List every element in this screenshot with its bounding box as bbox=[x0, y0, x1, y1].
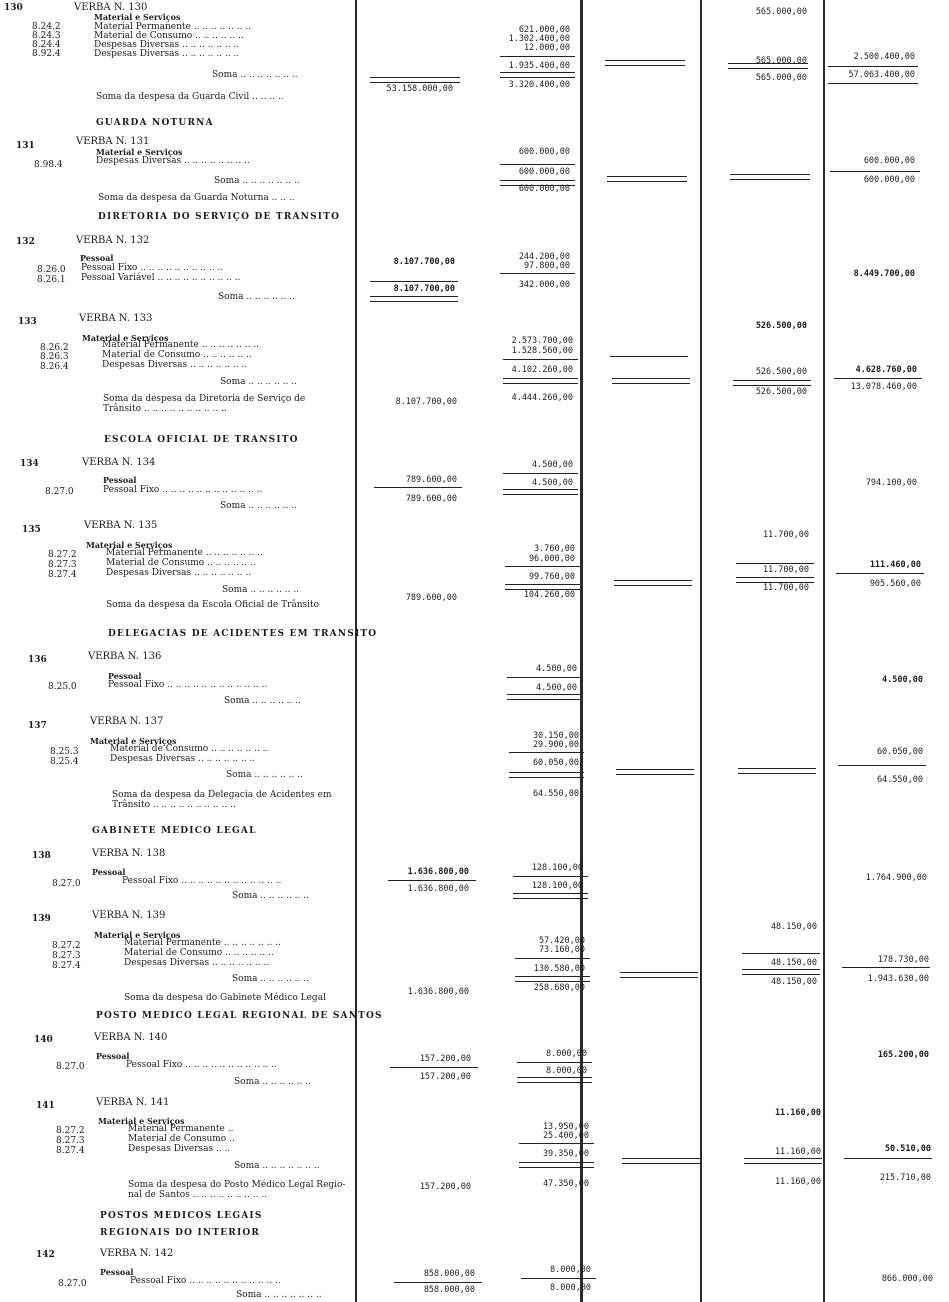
double-rule bbox=[515, 976, 590, 982]
double-rule bbox=[612, 378, 690, 384]
amount: 39.350,00 bbox=[542, 1149, 589, 1159]
item-code: 8.26.1 bbox=[37, 275, 66, 285]
item-label: Material de Consumo .. .. .. .. .. .. bbox=[124, 948, 274, 958]
amount: 1.302.400,00 bbox=[508, 34, 570, 44]
amount: 526.500,00 bbox=[755, 367, 807, 377]
verba-heading: VERBA N. 138 bbox=[92, 848, 166, 859]
amount: 4.500,00 bbox=[532, 460, 573, 470]
amount: 48.150,00 bbox=[770, 922, 817, 932]
soma-label: Soma .. .. .. .. .. .. bbox=[232, 891, 309, 901]
double-rule bbox=[620, 972, 698, 978]
double-rule bbox=[744, 1158, 822, 1164]
item-code: 8.26.4 bbox=[40, 362, 69, 372]
item-label: Despesas Diversas .. .. .. .. .. .. .. bbox=[102, 360, 248, 370]
amount: 60.050,00 bbox=[532, 758, 579, 768]
item-label: Pessoal Fixo .. .. .. .. .. .. .. .. .. .. .. .. bbox=[108, 680, 268, 690]
item-label: Despesas Diversas .. .. .. .. .. .. .. bbox=[94, 40, 240, 50]
soma-label: Soma .. .. .. .. .. .. bbox=[220, 377, 297, 387]
group-label: Material e Serviços bbox=[96, 147, 183, 157]
verba-number: 130 bbox=[4, 3, 23, 13]
amount: 600.000,00 bbox=[518, 147, 570, 157]
verba-number: 142 bbox=[36, 1250, 55, 1260]
group-label: Pessoal bbox=[100, 1267, 134, 1277]
verba-heading: VERBA N. 131 bbox=[76, 136, 150, 147]
verba-heading: VERBA N. 130 bbox=[74, 2, 148, 13]
item-code: 8.27.3 bbox=[52, 951, 81, 961]
section-title: POSTOS MEDICOS LEGAIS bbox=[100, 1211, 263, 1221]
rule bbox=[828, 66, 918, 67]
verba-heading: VERBA N. 133 bbox=[79, 313, 153, 324]
total-label: Soma da despesa da Guarda Civil .. .. .. .. bbox=[96, 92, 284, 102]
rule bbox=[836, 573, 924, 574]
soma-label: Soma .. .. .. .. .. .. .. bbox=[234, 1161, 320, 1171]
total-label: nal de Santos .. .. .. .. .. .. .. .. .. bbox=[128, 1190, 268, 1200]
amount: 11.160,00 bbox=[774, 1147, 821, 1157]
rule bbox=[844, 1158, 932, 1159]
column-rule bbox=[823, 0, 825, 1302]
amount: 11.700,00 bbox=[762, 583, 809, 593]
section-title: ESCOLA OFICIAL DE TRANSITO bbox=[104, 435, 299, 445]
amount: 2.573.700,00 bbox=[511, 336, 573, 346]
amount: 48.150,00 bbox=[770, 958, 817, 968]
amount: 25.400,00 bbox=[542, 1131, 589, 1141]
amount: 258.680,00 bbox=[533, 983, 585, 993]
double-rule bbox=[513, 893, 588, 899]
item-label: Despesas Diversas .. .. .. .. .. .. .. bbox=[124, 958, 270, 968]
amount: 11.160,00 bbox=[774, 1177, 821, 1187]
section-title: POSTO MEDICO LEGAL REGIONAL DE SANTOS bbox=[96, 1011, 383, 1021]
amount: 50.510,00 bbox=[884, 1144, 931, 1154]
double-rule bbox=[509, 772, 584, 778]
rule bbox=[842, 967, 930, 968]
amount: 789.600,00 bbox=[405, 475, 457, 485]
amount: 600.000,00 bbox=[863, 175, 915, 185]
amount: 11.700,00 bbox=[762, 565, 809, 575]
rule bbox=[390, 1067, 478, 1068]
double-rule bbox=[517, 1077, 592, 1083]
item-code: 8.27.2 bbox=[56, 1126, 85, 1136]
rule bbox=[610, 356, 688, 357]
verba-heading: VERBA N. 134 bbox=[82, 457, 156, 468]
double-rule bbox=[728, 63, 808, 69]
amount: 244.200,00 bbox=[518, 252, 570, 262]
verba-number: 137 bbox=[28, 721, 47, 731]
amount: 4.628.760,00 bbox=[855, 365, 917, 375]
rule bbox=[519, 1143, 594, 1144]
section-title: REGIONAIS DO INTERIOR bbox=[100, 1228, 261, 1238]
amount: 29.900,00 bbox=[532, 740, 579, 750]
item-code: 8.98.4 bbox=[34, 160, 63, 170]
item-code: 8.24.3 bbox=[32, 31, 61, 41]
verba-number: 134 bbox=[20, 459, 39, 469]
group-label: Pessoal bbox=[108, 671, 142, 681]
rule bbox=[509, 752, 584, 753]
verba-heading: VERBA N. 140 bbox=[94, 1032, 168, 1043]
amount: 621.000,00 bbox=[518, 25, 570, 35]
amount: 8.000,00 bbox=[546, 1049, 587, 1059]
total-label: Soma da despesa da Guarda Noturna .. .. .. bbox=[98, 193, 295, 203]
item-code: 8.24.2 bbox=[32, 22, 61, 32]
section-title: DELEGACIAS DE ACIDENTES EM TRANSITO bbox=[108, 629, 378, 639]
amount: 1.764.900,00 bbox=[865, 873, 927, 883]
rule bbox=[505, 566, 580, 567]
amount: 215.710,00 bbox=[879, 1173, 931, 1183]
amount: 64.550,00 bbox=[532, 789, 579, 799]
group-label: Material e Serviços bbox=[90, 736, 177, 746]
item-label: Despesas Diversas .. .. .. .. .. .. .. bbox=[110, 754, 256, 764]
rule bbox=[830, 171, 920, 172]
rule bbox=[394, 1282, 482, 1283]
item-code: 8.27.2 bbox=[52, 941, 81, 951]
amount: 8.000,00 bbox=[550, 1283, 591, 1293]
item-code: 8.27.3 bbox=[48, 560, 77, 570]
amount: 789.600,00 bbox=[405, 593, 457, 603]
amount: 2.500.400,00 bbox=[853, 52, 915, 62]
section-title: DIRETORIA DO SERVIÇO DE TRANSITO bbox=[98, 212, 341, 222]
amount: 4.102.260,00 bbox=[511, 365, 573, 375]
amount: 11.700,00 bbox=[762, 530, 809, 540]
amount: 858.000,00 bbox=[423, 1285, 475, 1295]
amount: 157.200,00 bbox=[419, 1054, 471, 1064]
amount: 47.350,00 bbox=[542, 1179, 589, 1189]
amount: 8.107.700,00 bbox=[393, 284, 455, 294]
amount: 8.107.700,00 bbox=[393, 257, 455, 267]
rule bbox=[500, 56, 575, 57]
item-label: Material Permanente .. .. .. .. .. .. .. bbox=[102, 340, 259, 350]
verba-number: 139 bbox=[32, 914, 51, 924]
rule bbox=[521, 1278, 596, 1279]
rule bbox=[507, 677, 582, 678]
double-rule bbox=[614, 580, 692, 586]
item-code: 8.27.3 bbox=[56, 1136, 85, 1146]
rule bbox=[517, 1062, 592, 1063]
amount: 600.000,00 bbox=[518, 167, 570, 177]
item-code: 8.26.3 bbox=[40, 352, 69, 362]
item-label: Material de Consumo .. .. .. .. .. .. .. bbox=[110, 744, 269, 754]
verba-number: 140 bbox=[34, 1035, 53, 1045]
item-label: Material de Consumo .. .. .. .. .. .. bbox=[106, 558, 256, 568]
group-label: Pessoal bbox=[92, 867, 126, 877]
total-label: Soma da despesa da Delegacia de Acidentes em bbox=[112, 790, 332, 800]
double-rule bbox=[607, 176, 687, 182]
amount: 97.800,00 bbox=[523, 261, 570, 271]
rule bbox=[838, 765, 926, 766]
rule bbox=[513, 876, 588, 877]
group-label: Material e Serviços bbox=[86, 540, 173, 550]
amount: 57.420,00 bbox=[538, 936, 585, 946]
rule bbox=[828, 83, 918, 84]
section-title: GUARDA NOTURNA bbox=[96, 118, 214, 128]
double-rule bbox=[500, 72, 575, 78]
double-rule bbox=[507, 694, 582, 700]
group-label: Material e Serviços bbox=[82, 333, 169, 343]
amount: 53.158.000,00 bbox=[386, 84, 453, 94]
amount: 4.500,00 bbox=[536, 664, 577, 674]
rule bbox=[503, 359, 578, 360]
amount: 104.260,00 bbox=[523, 590, 575, 600]
amount: 57.063.400,00 bbox=[848, 70, 915, 80]
amount: 600.000,00 bbox=[863, 156, 915, 166]
item-label: Despesas Diversas .. .. .. .. .. .. .. bbox=[94, 49, 240, 59]
item-code: 8.24.4 bbox=[32, 40, 61, 50]
total-label: Soma da despesa da Escola Oficial de Trânsito bbox=[106, 600, 320, 610]
item-label: Pessoal Fixo .. .. .. .. .. .. .. .. .. .. .. bbox=[130, 1276, 281, 1286]
group-label: Material e Serviços bbox=[94, 12, 181, 22]
item-code: 8.25.0 bbox=[48, 682, 77, 692]
item-code: 8.27.4 bbox=[48, 570, 77, 580]
amount: 600.000,00 bbox=[518, 184, 570, 194]
amount: 165.200,00 bbox=[877, 1050, 929, 1060]
rule bbox=[834, 378, 922, 379]
amount: 12.000,00 bbox=[523, 43, 570, 53]
rule bbox=[515, 958, 590, 959]
amount: 96.000,00 bbox=[528, 554, 575, 564]
amount: 11.160,00 bbox=[774, 1108, 821, 1118]
verba-number: 131 bbox=[16, 141, 35, 151]
double-rule bbox=[519, 1162, 594, 1168]
item-code: 8.27.4 bbox=[52, 961, 81, 971]
total-label: Trânsito .. .. .. .. .. .. .. .. .. .. bbox=[112, 800, 236, 810]
item-label: Material de Consumo .. .. .. .. .. .. bbox=[94, 31, 244, 41]
amount: 8.449.700,00 bbox=[853, 269, 915, 279]
amount: 1.943.630,00 bbox=[867, 974, 929, 984]
amount: 13.950,00 bbox=[542, 1122, 589, 1132]
item-label: Pessoal Variável .. .. .. .. .. .. .. .. .. .. bbox=[81, 273, 241, 283]
verba-number: 141 bbox=[36, 1101, 55, 1111]
item-code: 8.27.4 bbox=[56, 1146, 85, 1156]
verba-number: 136 bbox=[28, 655, 47, 665]
amount: 342.000,00 bbox=[518, 280, 570, 290]
total-label: Soma da despesa da Diretoria de Serviço de bbox=[103, 394, 306, 404]
amount: 526.500,00 bbox=[755, 321, 807, 331]
double-rule bbox=[616, 769, 694, 775]
amount: 178.730,00 bbox=[877, 955, 929, 965]
amount: 128.100,00 bbox=[531, 881, 583, 891]
verba-number: 133 bbox=[18, 317, 37, 327]
amount: 905.560,00 bbox=[869, 579, 921, 589]
verba-heading: VERBA N. 137 bbox=[90, 716, 164, 727]
amount: 60.050,00 bbox=[876, 747, 923, 757]
amount: 130.580,00 bbox=[533, 964, 585, 974]
amount: 111.460,00 bbox=[869, 560, 921, 570]
amount: 8.000,00 bbox=[546, 1066, 587, 1076]
amount: 565.000,00 bbox=[755, 73, 807, 83]
amount: 8.107.700,00 bbox=[395, 397, 457, 407]
rule bbox=[500, 273, 575, 274]
amount: 1.636.800,00 bbox=[407, 867, 469, 877]
soma-label: Soma .. .. .. .. .. .. bbox=[234, 1077, 311, 1087]
double-rule bbox=[733, 380, 811, 386]
amount: 858.000,00 bbox=[423, 1269, 475, 1279]
soma-label: Soma .. .. .. .. .. .. bbox=[218, 292, 295, 302]
amount: 1.636.800,00 bbox=[407, 987, 469, 997]
item-code: 8.26.2 bbox=[40, 343, 69, 353]
soma-label: Soma .. .. .. .. .. .. bbox=[224, 696, 301, 706]
verba-heading: VERBA N. 139 bbox=[92, 910, 166, 921]
group-label: Material e Serviços bbox=[94, 930, 181, 940]
section-title: GABINETE MEDICO LEGAL bbox=[92, 826, 257, 836]
item-label: Material de Consumo .. bbox=[128, 1134, 235, 1144]
double-rule bbox=[503, 489, 578, 495]
amount: 4.500,00 bbox=[532, 478, 573, 488]
item-label: Material Permanente .. .. .. .. .. .. .. bbox=[94, 22, 251, 32]
amount: 99.760,00 bbox=[528, 572, 575, 582]
group-label: Pessoal bbox=[96, 1051, 130, 1061]
verba-heading: VERBA N. 142 bbox=[100, 1248, 174, 1259]
total-label: Trânsito .. .. .. .. .. .. .. .. .. .. bbox=[103, 404, 227, 414]
amount: 1.528.560,00 bbox=[511, 346, 573, 356]
rule bbox=[388, 880, 476, 881]
soma-label: Soma .. .. .. .. .. .. bbox=[226, 770, 303, 780]
amount: 8.000,00 bbox=[550, 1265, 591, 1275]
soma-label: Soma .. .. .. .. .. .. bbox=[222, 585, 299, 595]
soma-label: Soma .. .. .. .. .. .. .. bbox=[236, 1290, 322, 1300]
amount: 526.500,00 bbox=[755, 387, 807, 397]
item-label: Material Permanente .. bbox=[128, 1124, 234, 1134]
rule bbox=[503, 473, 578, 474]
amount: 3.320.400,00 bbox=[508, 80, 570, 90]
item-code: 8.27.0 bbox=[56, 1062, 85, 1072]
verba-number: 135 bbox=[22, 525, 41, 535]
item-code: 8.27.0 bbox=[52, 879, 81, 889]
item-code: 8.27.2 bbox=[48, 550, 77, 560]
double-rule bbox=[503, 378, 578, 384]
amount: 13.078.460,00 bbox=[850, 382, 917, 392]
verba-heading: VERBA N. 136 bbox=[88, 651, 162, 662]
item-code: 8.27.0 bbox=[58, 1279, 87, 1289]
amount: 48.150,00 bbox=[770, 977, 817, 987]
column-rule bbox=[355, 0, 357, 1302]
group-label: Material e Serviços bbox=[98, 1116, 185, 1126]
item-code: 8.25.3 bbox=[50, 747, 79, 757]
item-code: 8.92.4 bbox=[32, 49, 61, 59]
amount: 64.550,00 bbox=[876, 775, 923, 785]
verba-number: 138 bbox=[32, 851, 51, 861]
item-label: Despesas Diversas .. .. bbox=[128, 1144, 231, 1154]
item-label: Despesas Diversas .. .. .. .. .. .. .. .. bbox=[96, 156, 250, 166]
amount: 866.000,00 bbox=[881, 1274, 933, 1284]
amount: 4.444.260,00 bbox=[511, 393, 573, 403]
amount: 789.600,00 bbox=[405, 494, 457, 504]
group-label: Pessoal bbox=[103, 475, 137, 485]
item-label: Pessoal Fixo .. .. .. .. .. .. .. .. .. .. bbox=[81, 263, 224, 273]
soma-label: Soma .. .. .. .. .. .. .. bbox=[214, 176, 300, 186]
amount: 128.100,00 bbox=[531, 863, 583, 873]
item-code: 8.26.0 bbox=[37, 265, 66, 275]
item-code: 8.27.0 bbox=[45, 487, 74, 497]
double-rule bbox=[738, 768, 816, 774]
item-label: Pessoal Fixo .. .. .. .. .. .. .. .. .. .. .. .. bbox=[122, 876, 282, 886]
verba-heading: VERBA N. 135 bbox=[84, 520, 158, 531]
item-label: Material de Consumo .. .. .. .. .. .. bbox=[102, 350, 252, 360]
verba-heading: VERBA N. 132 bbox=[76, 235, 150, 246]
amount: 565.000,00 bbox=[755, 56, 807, 66]
item-code: 8.25.4 bbox=[50, 757, 79, 767]
item-label: Despesas Diversas .. .. .. .. .. .. .. bbox=[106, 568, 252, 578]
item-label: Material Permanente .. .. .. .. .. .. .. bbox=[106, 548, 263, 558]
double-rule bbox=[742, 969, 820, 975]
column-rule bbox=[700, 0, 702, 1302]
amount: 4.500,00 bbox=[536, 683, 577, 693]
amount: 73.160,00 bbox=[538, 945, 585, 955]
total-label: Soma da despesa do Posto Médico Legal Regio- bbox=[128, 1180, 346, 1190]
item-label: Pessoal Fixo .. .. .. .. .. .. .. .. .. .. .. .. bbox=[103, 485, 263, 495]
rule bbox=[370, 281, 458, 282]
double-rule bbox=[730, 174, 810, 180]
amount: 4.500,00 bbox=[882, 675, 923, 685]
amount: 1.935.400,00 bbox=[508, 61, 570, 71]
item-label: Material Permanente .. .. .. .. .. .. .. bbox=[124, 938, 281, 948]
rule bbox=[742, 953, 820, 954]
rule bbox=[736, 563, 814, 564]
verba-heading: VERBA N. 141 bbox=[96, 1097, 170, 1108]
rule bbox=[500, 164, 575, 165]
double-rule bbox=[605, 60, 685, 66]
total-label: Soma da despesa do Gabinete Médico Legal bbox=[124, 993, 326, 1003]
soma-label: Soma .. .. .. .. .. .. bbox=[220, 501, 297, 511]
amount: 157.200,00 bbox=[419, 1072, 471, 1082]
column-rule bbox=[580, 0, 583, 1302]
soma-label: Soma .. .. .. .. .. .. bbox=[232, 974, 309, 984]
amount: 1.636.800,00 bbox=[407, 884, 469, 894]
amount: 794.100,00 bbox=[865, 478, 917, 488]
amount: 30.150,00 bbox=[532, 731, 579, 741]
amount: 3.760,00 bbox=[534, 544, 575, 554]
soma-label: Soma .. .. .. .. .. .. .. bbox=[212, 70, 298, 80]
double-rule bbox=[370, 77, 460, 83]
group-label: Pessoal bbox=[80, 253, 114, 263]
rule bbox=[374, 487, 462, 488]
amount: 565.000,00 bbox=[755, 7, 807, 17]
double-rule bbox=[622, 1158, 700, 1164]
amount: 157.200,00 bbox=[419, 1182, 471, 1192]
item-label: Pessoal Fixo .. .. .. .. .. .. .. .. .. .. .. bbox=[126, 1060, 277, 1070]
double-rule bbox=[370, 296, 458, 302]
verba-number: 132 bbox=[16, 237, 35, 247]
